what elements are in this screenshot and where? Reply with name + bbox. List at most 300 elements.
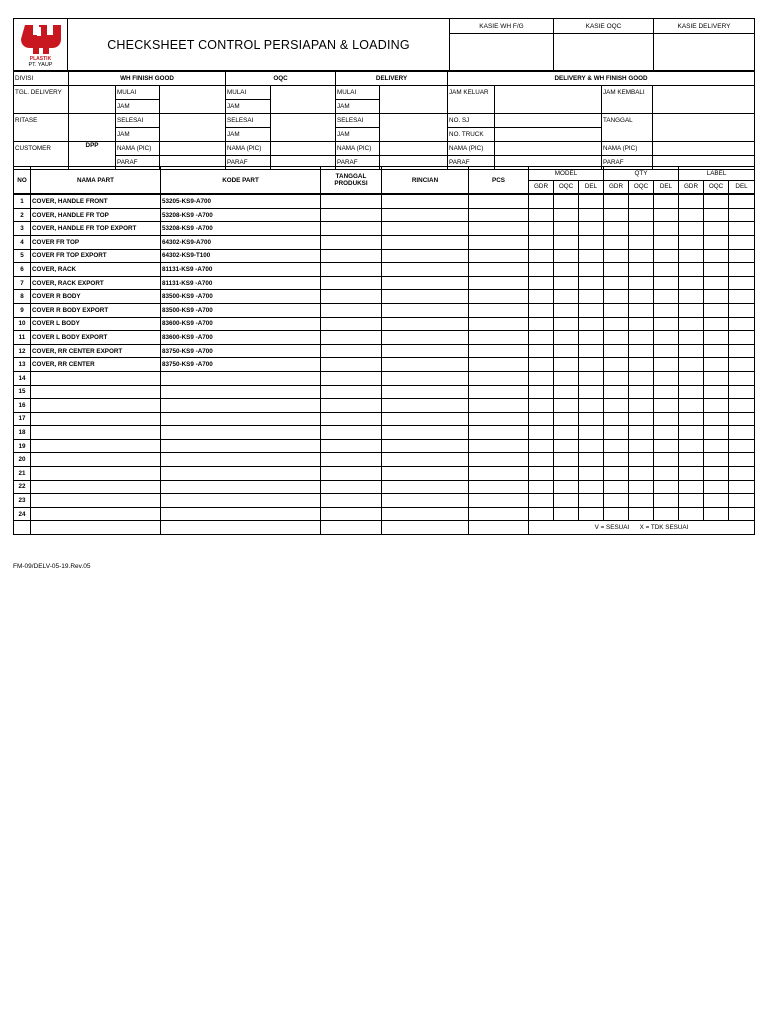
rincian-cell[interactable] xyxy=(382,453,469,467)
tanggal-produksi-cell[interactable] xyxy=(321,439,382,453)
model-del-check[interactable] xyxy=(579,303,604,317)
label-del-check[interactable] xyxy=(729,412,755,426)
tanggal-produksi-cell[interactable] xyxy=(321,194,382,208)
label-oqc-check[interactable] xyxy=(704,399,729,413)
label-oqc-check[interactable] xyxy=(704,249,729,263)
tanggal-produksi-cell[interactable] xyxy=(321,303,382,317)
wh-selesai-value[interactable] xyxy=(160,114,226,142)
qty-oqc-check[interactable] xyxy=(629,276,654,290)
rincian-cell[interactable] xyxy=(382,194,469,208)
qty-gdr-check[interactable] xyxy=(604,235,629,249)
pcs-cell[interactable] xyxy=(469,371,529,385)
model-gdr-check[interactable] xyxy=(529,385,554,399)
model-gdr-check[interactable] xyxy=(529,453,554,467)
tanggal-produksi-cell[interactable] xyxy=(321,507,382,521)
label-oqc-check[interactable] xyxy=(704,290,729,304)
label-gdr-check[interactable] xyxy=(679,385,704,399)
label-gdr-check[interactable] xyxy=(679,331,704,345)
qty-gdr-check[interactable] xyxy=(604,467,629,481)
pcs-cell[interactable] xyxy=(469,480,529,494)
model-del-check[interactable] xyxy=(579,276,604,290)
tanggal-produksi-cell[interactable] xyxy=(321,371,382,385)
model-gdr-check[interactable] xyxy=(529,249,554,263)
qty-gdr-check[interactable] xyxy=(604,249,629,263)
label-gdr-check[interactable] xyxy=(679,426,704,440)
label-del-check[interactable] xyxy=(729,371,755,385)
rincian-cell[interactable] xyxy=(382,208,469,222)
qty-gdr-check[interactable] xyxy=(604,317,629,331)
model-del-check[interactable] xyxy=(579,249,604,263)
tanggal-produksi-cell[interactable] xyxy=(321,412,382,426)
qty-gdr-check[interactable] xyxy=(604,276,629,290)
qty-oqc-check[interactable] xyxy=(629,263,654,277)
rincian-cell[interactable] xyxy=(382,439,469,453)
qty-oqc-check[interactable] xyxy=(629,194,654,208)
qty-del-check[interactable] xyxy=(654,507,679,521)
model-oqc-check[interactable] xyxy=(554,276,579,290)
del-mulai-value[interactable] xyxy=(380,86,448,114)
label-gdr-check[interactable] xyxy=(679,507,704,521)
qty-oqc-check[interactable] xyxy=(629,494,654,508)
model-del-check[interactable] xyxy=(579,412,604,426)
qty-gdr-check[interactable] xyxy=(604,480,629,494)
tanggal-value[interactable] xyxy=(653,114,755,142)
ritase-value[interactable] xyxy=(69,114,116,128)
model-gdr-check[interactable] xyxy=(529,371,554,385)
tanggal-produksi-cell[interactable] xyxy=(321,290,382,304)
model-gdr-check[interactable] xyxy=(529,290,554,304)
qty-gdr-check[interactable] xyxy=(604,358,629,372)
qty-oqc-check[interactable] xyxy=(629,399,654,413)
model-oqc-check[interactable] xyxy=(554,453,579,467)
model-gdr-check[interactable] xyxy=(529,222,554,236)
wh-nama-value[interactable] xyxy=(160,142,226,156)
qty-gdr-check[interactable] xyxy=(604,331,629,345)
rincian-cell[interactable] xyxy=(382,426,469,440)
pcs-cell[interactable] xyxy=(469,426,529,440)
label-gdr-check[interactable] xyxy=(679,235,704,249)
qty-del-check[interactable] xyxy=(654,303,679,317)
rincian-cell[interactable] xyxy=(382,235,469,249)
tanggal-produksi-cell[interactable] xyxy=(321,344,382,358)
label-del-check[interactable] xyxy=(729,426,755,440)
no-truck-value[interactable] xyxy=(495,128,602,142)
label-del-check[interactable] xyxy=(729,317,755,331)
label-del-check[interactable] xyxy=(729,399,755,413)
model-del-check[interactable] xyxy=(579,344,604,358)
rincian-cell[interactable] xyxy=(382,480,469,494)
label-del-check[interactable] xyxy=(729,453,755,467)
qty-del-check[interactable] xyxy=(654,453,679,467)
qty-del-check[interactable] xyxy=(654,194,679,208)
tanggal-produksi-cell[interactable] xyxy=(321,467,382,481)
qty-del-check[interactable] xyxy=(654,399,679,413)
pcs-cell[interactable] xyxy=(469,453,529,467)
qty-oqc-check[interactable] xyxy=(629,371,654,385)
qty-gdr-check[interactable] xyxy=(604,290,629,304)
label-gdr-check[interactable] xyxy=(679,249,704,263)
rincian-cell[interactable] xyxy=(382,467,469,481)
qty-gdr-check[interactable] xyxy=(604,439,629,453)
pcs-cell[interactable] xyxy=(469,290,529,304)
label-del-check[interactable] xyxy=(729,494,755,508)
label-oqc-check[interactable] xyxy=(704,222,729,236)
tanggal-produksi-cell[interactable] xyxy=(321,263,382,277)
wh-mulai-value[interactable] xyxy=(160,86,226,114)
model-del-check[interactable] xyxy=(579,480,604,494)
pcs-cell[interactable] xyxy=(469,385,529,399)
model-del-check[interactable] xyxy=(579,507,604,521)
del-selesai-value[interactable] xyxy=(380,114,448,142)
tanggal-produksi-cell[interactable] xyxy=(321,358,382,372)
model-gdr-check[interactable] xyxy=(529,263,554,277)
rincian-cell[interactable] xyxy=(382,317,469,331)
pcs-cell[interactable] xyxy=(469,276,529,290)
qty-oqc-check[interactable] xyxy=(629,507,654,521)
qty-gdr-check[interactable] xyxy=(604,194,629,208)
label-del-check[interactable] xyxy=(729,208,755,222)
model-oqc-check[interactable] xyxy=(554,494,579,508)
tanggal-produksi-cell[interactable] xyxy=(321,331,382,345)
qty-gdr-check[interactable] xyxy=(604,344,629,358)
label-oqc-check[interactable] xyxy=(704,371,729,385)
qty-oqc-check[interactable] xyxy=(629,453,654,467)
qty-gdr-check[interactable] xyxy=(604,208,629,222)
model-oqc-check[interactable] xyxy=(554,426,579,440)
model-gdr-check[interactable] xyxy=(529,480,554,494)
qty-del-check[interactable] xyxy=(654,480,679,494)
pcs-cell[interactable] xyxy=(469,317,529,331)
model-oqc-check[interactable] xyxy=(554,412,579,426)
label-oqc-check[interactable] xyxy=(704,194,729,208)
label-oqc-check[interactable] xyxy=(704,235,729,249)
label-oqc-check[interactable] xyxy=(704,331,729,345)
label-del-check[interactable] xyxy=(729,249,755,263)
label-oqc-check[interactable] xyxy=(704,344,729,358)
qty-oqc-check[interactable] xyxy=(629,208,654,222)
label-gdr-check[interactable] xyxy=(679,317,704,331)
rincian-cell[interactable] xyxy=(382,222,469,236)
label-del-check[interactable] xyxy=(729,385,755,399)
qty-del-check[interactable] xyxy=(654,317,679,331)
pcs-cell[interactable] xyxy=(469,439,529,453)
qty-del-check[interactable] xyxy=(654,494,679,508)
qty-del-check[interactable] xyxy=(654,385,679,399)
rincian-cell[interactable] xyxy=(382,507,469,521)
pcs-cell[interactable] xyxy=(469,303,529,317)
model-del-check[interactable] xyxy=(579,439,604,453)
tanggal-produksi-cell[interactable] xyxy=(321,208,382,222)
qty-oqc-check[interactable] xyxy=(629,303,654,317)
qty-oqc-check[interactable] xyxy=(629,467,654,481)
label-oqc-check[interactable] xyxy=(704,507,729,521)
qty-gdr-check[interactable] xyxy=(604,303,629,317)
label-gdr-check[interactable] xyxy=(679,303,704,317)
model-gdr-check[interactable] xyxy=(529,208,554,222)
qty-del-check[interactable] xyxy=(654,249,679,263)
label-oqc-check[interactable] xyxy=(704,263,729,277)
qty-oqc-check[interactable] xyxy=(629,385,654,399)
model-del-check[interactable] xyxy=(579,194,604,208)
label-gdr-check[interactable] xyxy=(679,208,704,222)
signature-box-delivery[interactable] xyxy=(654,34,755,71)
model-oqc-check[interactable] xyxy=(554,222,579,236)
label-gdr-check[interactable] xyxy=(679,344,704,358)
qty-gdr-check[interactable] xyxy=(604,412,629,426)
oqc-nama-value[interactable] xyxy=(271,142,336,156)
model-del-check[interactable] xyxy=(579,263,604,277)
label-del-check[interactable] xyxy=(729,331,755,345)
pcs-cell[interactable] xyxy=(469,358,529,372)
tanggal-produksi-cell[interactable] xyxy=(321,453,382,467)
qty-del-check[interactable] xyxy=(654,439,679,453)
rincian-cell[interactable] xyxy=(382,494,469,508)
model-gdr-check[interactable] xyxy=(529,467,554,481)
oqc-mulai-value[interactable] xyxy=(271,86,336,114)
model-oqc-check[interactable] xyxy=(554,290,579,304)
qty-del-check[interactable] xyxy=(654,276,679,290)
label-gdr-check[interactable] xyxy=(679,399,704,413)
label-del-check[interactable] xyxy=(729,194,755,208)
label-del-check[interactable] xyxy=(729,358,755,372)
qty-del-check[interactable] xyxy=(654,331,679,345)
qty-del-check[interactable] xyxy=(654,412,679,426)
label-gdr-check[interactable] xyxy=(679,371,704,385)
qty-gdr-check[interactable] xyxy=(604,399,629,413)
dw-nama-value[interactable] xyxy=(495,142,602,156)
model-gdr-check[interactable] xyxy=(529,399,554,413)
model-oqc-check[interactable] xyxy=(554,467,579,481)
qty-del-check[interactable] xyxy=(654,263,679,277)
qty-del-check[interactable] xyxy=(654,222,679,236)
label-gdr-check[interactable] xyxy=(679,263,704,277)
model-oqc-check[interactable] xyxy=(554,371,579,385)
label-del-check[interactable] xyxy=(729,235,755,249)
model-del-check[interactable] xyxy=(579,467,604,481)
qty-oqc-check[interactable] xyxy=(629,331,654,345)
model-oqc-check[interactable] xyxy=(554,235,579,249)
tanggal-produksi-cell[interactable] xyxy=(321,480,382,494)
pcs-cell[interactable] xyxy=(469,494,529,508)
pcs-cell[interactable] xyxy=(469,222,529,236)
qty-del-check[interactable] xyxy=(654,371,679,385)
model-oqc-check[interactable] xyxy=(554,331,579,345)
label-oqc-check[interactable] xyxy=(704,453,729,467)
model-oqc-check[interactable] xyxy=(554,208,579,222)
rincian-cell[interactable] xyxy=(382,399,469,413)
qty-gdr-check[interactable] xyxy=(604,426,629,440)
model-oqc-check[interactable] xyxy=(554,317,579,331)
tgl-delivery-value[interactable] xyxy=(69,86,116,100)
label-oqc-check[interactable] xyxy=(704,303,729,317)
label-gdr-check[interactable] xyxy=(679,480,704,494)
label-oqc-check[interactable] xyxy=(704,358,729,372)
qty-oqc-check[interactable] xyxy=(629,426,654,440)
jam-kembali-value[interactable] xyxy=(653,86,755,114)
pcs-cell[interactable] xyxy=(469,263,529,277)
label-gdr-check[interactable] xyxy=(679,194,704,208)
pcs-cell[interactable] xyxy=(469,412,529,426)
oqc-selesai-value[interactable] xyxy=(271,114,336,142)
rincian-cell[interactable] xyxy=(382,249,469,263)
label-oqc-check[interactable] xyxy=(704,494,729,508)
rincian-cell[interactable] xyxy=(382,276,469,290)
model-del-check[interactable] xyxy=(579,208,604,222)
model-gdr-check[interactable] xyxy=(529,412,554,426)
label-del-check[interactable] xyxy=(729,344,755,358)
rincian-cell[interactable] xyxy=(382,385,469,399)
label-del-check[interactable] xyxy=(729,222,755,236)
label-del-check[interactable] xyxy=(729,290,755,304)
tanggal-produksi-cell[interactable] xyxy=(321,385,382,399)
model-del-check[interactable] xyxy=(579,235,604,249)
label-oqc-check[interactable] xyxy=(704,317,729,331)
tanggal-produksi-cell[interactable] xyxy=(321,317,382,331)
model-del-check[interactable] xyxy=(579,385,604,399)
qty-del-check[interactable] xyxy=(654,344,679,358)
pcs-cell[interactable] xyxy=(469,235,529,249)
model-del-check[interactable] xyxy=(579,317,604,331)
label-del-check[interactable] xyxy=(729,480,755,494)
model-oqc-check[interactable] xyxy=(554,358,579,372)
model-gdr-check[interactable] xyxy=(529,235,554,249)
label-gdr-check[interactable] xyxy=(679,276,704,290)
rincian-cell[interactable] xyxy=(382,331,469,345)
model-del-check[interactable] xyxy=(579,331,604,345)
model-oqc-check[interactable] xyxy=(554,344,579,358)
label-del-check[interactable] xyxy=(729,439,755,453)
dw2-nama-value[interactable] xyxy=(653,142,755,156)
qty-oqc-check[interactable] xyxy=(629,480,654,494)
label-gdr-check[interactable] xyxy=(679,467,704,481)
label-oqc-check[interactable] xyxy=(704,412,729,426)
tanggal-produksi-cell[interactable] xyxy=(321,222,382,236)
qty-gdr-check[interactable] xyxy=(604,371,629,385)
qty-gdr-check[interactable] xyxy=(604,385,629,399)
label-gdr-check[interactable] xyxy=(679,453,704,467)
qty-del-check[interactable] xyxy=(654,235,679,249)
pcs-cell[interactable] xyxy=(469,208,529,222)
qty-oqc-check[interactable] xyxy=(629,249,654,263)
model-gdr-check[interactable] xyxy=(529,426,554,440)
model-gdr-check[interactable] xyxy=(529,507,554,521)
tanggal-produksi-cell[interactable] xyxy=(321,235,382,249)
no-sj-value[interactable] xyxy=(495,114,602,128)
qty-oqc-check[interactable] xyxy=(629,412,654,426)
del-nama-value[interactable] xyxy=(380,142,448,156)
qty-oqc-check[interactable] xyxy=(629,344,654,358)
qty-gdr-check[interactable] xyxy=(604,453,629,467)
model-del-check[interactable] xyxy=(579,290,604,304)
qty-oqc-check[interactable] xyxy=(629,358,654,372)
label-del-check[interactable] xyxy=(729,263,755,277)
pcs-cell[interactable] xyxy=(469,194,529,208)
qty-oqc-check[interactable] xyxy=(629,222,654,236)
rincian-cell[interactable] xyxy=(382,412,469,426)
qty-del-check[interactable] xyxy=(654,467,679,481)
label-gdr-check[interactable] xyxy=(679,290,704,304)
label-del-check[interactable] xyxy=(729,276,755,290)
label-gdr-check[interactable] xyxy=(679,439,704,453)
label-oqc-check[interactable] xyxy=(704,276,729,290)
model-oqc-check[interactable] xyxy=(554,439,579,453)
model-gdr-check[interactable] xyxy=(529,317,554,331)
label-del-check[interactable] xyxy=(729,467,755,481)
model-del-check[interactable] xyxy=(579,426,604,440)
qty-del-check[interactable] xyxy=(654,290,679,304)
qty-del-check[interactable] xyxy=(654,208,679,222)
qty-oqc-check[interactable] xyxy=(629,317,654,331)
model-oqc-check[interactable] xyxy=(554,507,579,521)
pcs-cell[interactable] xyxy=(469,467,529,481)
qty-gdr-check[interactable] xyxy=(604,222,629,236)
label-gdr-check[interactable] xyxy=(679,222,704,236)
qty-gdr-check[interactable] xyxy=(604,507,629,521)
pcs-cell[interactable] xyxy=(469,399,529,413)
model-del-check[interactable] xyxy=(579,494,604,508)
model-oqc-check[interactable] xyxy=(554,303,579,317)
model-gdr-check[interactable] xyxy=(529,331,554,345)
pcs-cell[interactable] xyxy=(469,344,529,358)
qty-oqc-check[interactable] xyxy=(629,235,654,249)
model-oqc-check[interactable] xyxy=(554,399,579,413)
signature-box-wh[interactable] xyxy=(450,34,554,71)
model-gdr-check[interactable] xyxy=(529,276,554,290)
tanggal-produksi-cell[interactable] xyxy=(321,399,382,413)
label-oqc-check[interactable] xyxy=(704,208,729,222)
model-del-check[interactable] xyxy=(579,399,604,413)
model-del-check[interactable] xyxy=(579,222,604,236)
model-gdr-check[interactable] xyxy=(529,494,554,508)
qty-gdr-check[interactable] xyxy=(604,263,629,277)
label-del-check[interactable] xyxy=(729,303,755,317)
pcs-cell[interactable] xyxy=(469,331,529,345)
pcs-cell[interactable] xyxy=(469,507,529,521)
tanggal-produksi-cell[interactable] xyxy=(321,494,382,508)
label-oqc-check[interactable] xyxy=(704,439,729,453)
label-gdr-check[interactable] xyxy=(679,412,704,426)
signature-box-oqc[interactable] xyxy=(554,34,654,71)
model-del-check[interactable] xyxy=(579,453,604,467)
model-gdr-check[interactable] xyxy=(529,358,554,372)
jam-keluar-value[interactable] xyxy=(495,86,602,114)
label-oqc-check[interactable] xyxy=(704,385,729,399)
label-oqc-check[interactable] xyxy=(704,467,729,481)
label-gdr-check[interactable] xyxy=(679,494,704,508)
pcs-cell[interactable] xyxy=(469,249,529,263)
label-del-check[interactable] xyxy=(729,507,755,521)
label-oqc-check[interactable] xyxy=(704,480,729,494)
model-gdr-check[interactable] xyxy=(529,344,554,358)
tanggal-produksi-cell[interactable] xyxy=(321,276,382,290)
label-gdr-check[interactable] xyxy=(679,358,704,372)
model-del-check[interactable] xyxy=(579,371,604,385)
qty-gdr-check[interactable] xyxy=(604,494,629,508)
model-del-check[interactable] xyxy=(579,358,604,372)
tanggal-produksi-cell[interactable] xyxy=(321,249,382,263)
model-oqc-check[interactable] xyxy=(554,263,579,277)
model-gdr-check[interactable] xyxy=(529,439,554,453)
qty-del-check[interactable] xyxy=(654,426,679,440)
rincian-cell[interactable] xyxy=(382,303,469,317)
model-gdr-check[interactable] xyxy=(529,303,554,317)
model-oqc-check[interactable] xyxy=(554,194,579,208)
rincian-cell[interactable] xyxy=(382,290,469,304)
rincian-cell[interactable] xyxy=(382,371,469,385)
qty-del-check[interactable] xyxy=(654,358,679,372)
qty-oqc-check[interactable] xyxy=(629,290,654,304)
model-oqc-check[interactable] xyxy=(554,385,579,399)
